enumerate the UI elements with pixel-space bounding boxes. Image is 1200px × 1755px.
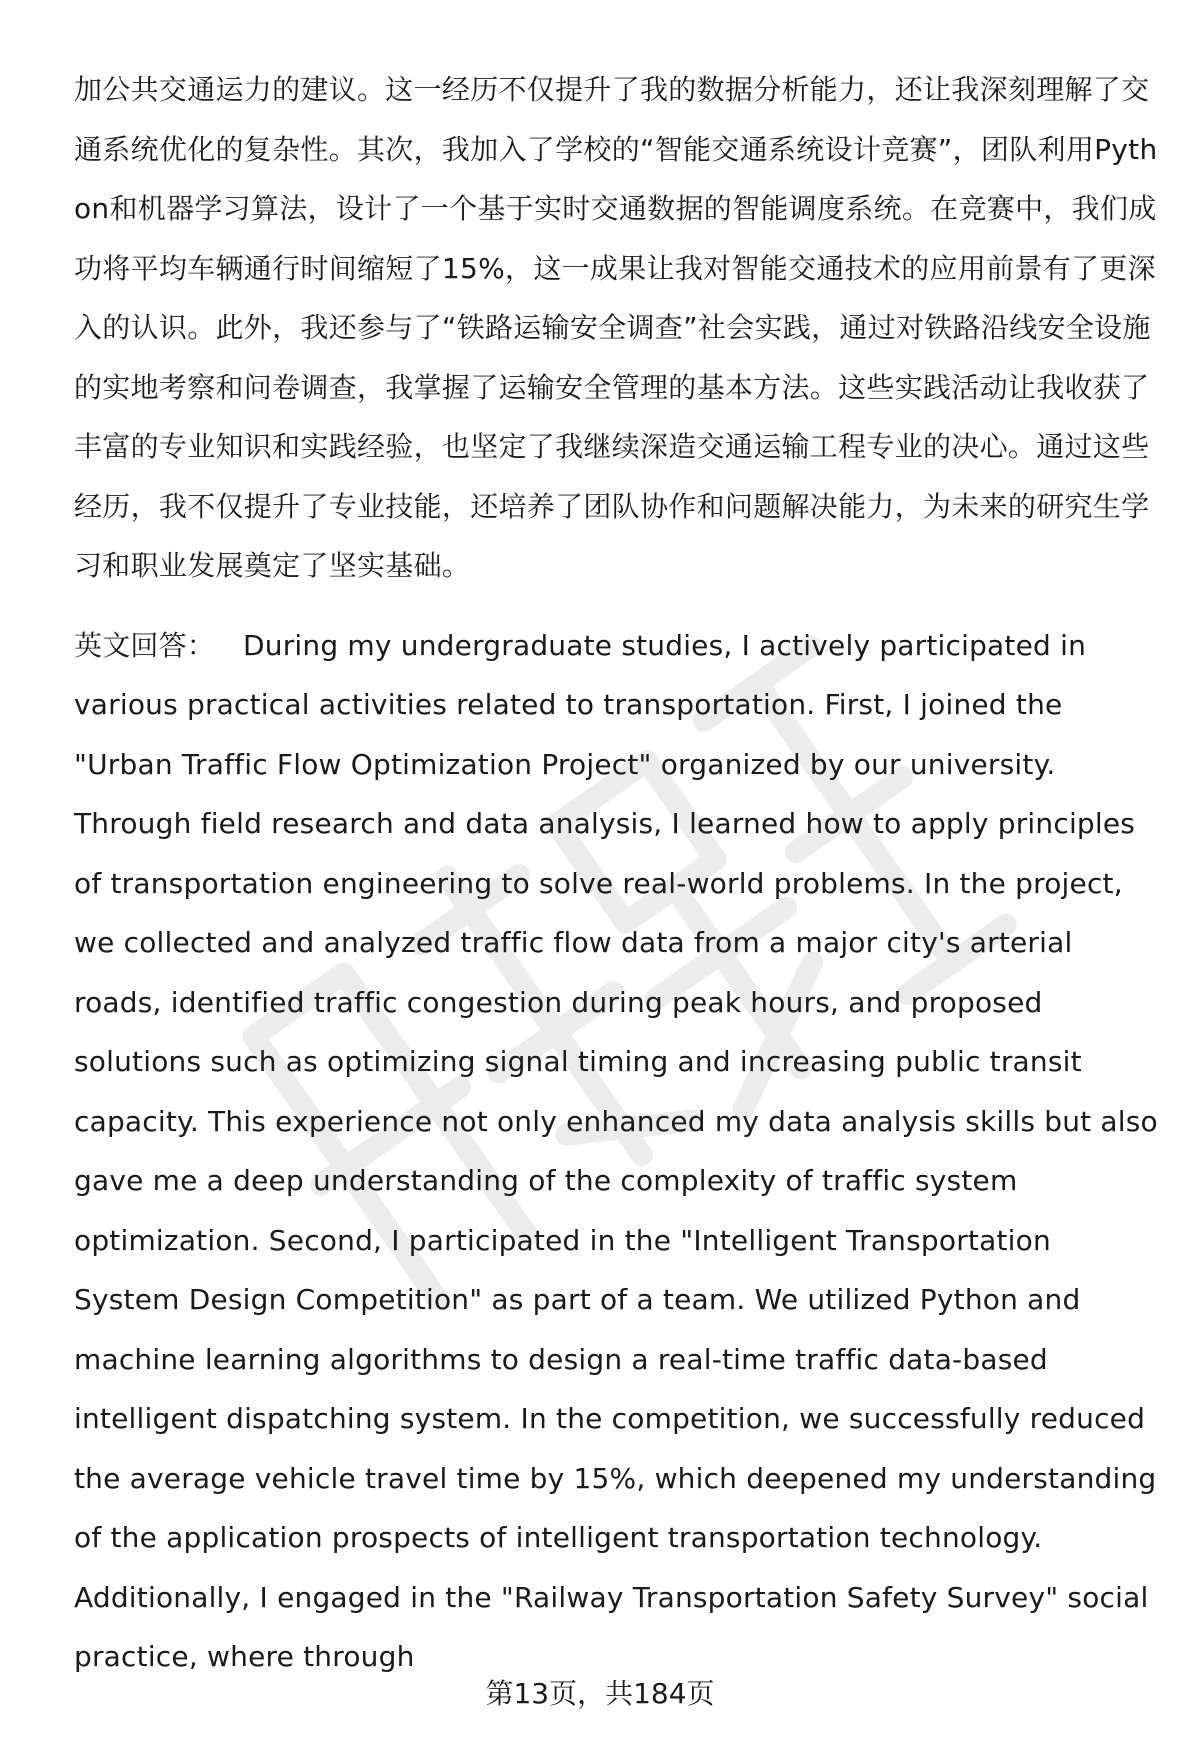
english-answer-paragraph — [74, 616, 1159, 1687]
page-number-footer: 第13页，共184页 — [485, 1677, 715, 1710]
english-answer-text: During my undergraduate studies, I actively participated in various practical activities related to transportation. First, I joined the "Urban Traffic Flow Optimization Project" organized by our university. Through field research and data analysis, I learned how to apply principles of transportation engineering to solve real-world problems. In the project, we collected and analyzed traffic flow data from a major city's arterial roads, identified traffic congestion during peak hours, and proposed solutions such as optimizing signal timing and increasing public transit capacity. This experience not only enhanced my data analysis skills but also gave me a deep understanding of the complexity of traffic system optimization. Second, I participated in the "Intelligent Transportation System Design Competition" as part of a team. We utilized Python and machine learning algorithms to design a real-time traffic data-based intelligent dispatching system. In the competition, we successfully reduced the average vehicle travel time by 15%, which deepened my understanding of the application prospects of intelligent transportation technology. Additionally, I engaged in the "Railway Transportation Safety Survey" social practice, where through — [74, 628, 1158, 1673]
chinese-answer-paragraph: 加公共交通运力的建议。这一经历不仅提升了我的数据分析能力，还让我深刻理解了交通系统优化的复杂性。其次，我加入了学校的“智能交通系统设计竞赛”，团队利用Python和机器学习算法，设计了一个基于实时交通数据的智能调度系统。在竞赛中，我们成功将平均车辆通行时间缩短了15%，这一成果让我对智能交通技术的应用前景有了更深入的认识。此外，我还参与了“铁路运输安全调查”社会实践，通过对铁路沿线安全设施的实地考察和问卷调查，我掌握了运输安全管理的基本方法。这些实践活动让我收获了丰富的专业知识和实践经验，也坚定了我继续深造交通运输工程专业的决心。通过这些经历，我不仅提升了专业技能，还培养了团队协作和问题解决能力，为未来的研究生学习和职业发展奠定了坚实基础。 — [74, 73, 1158, 582]
document-body — [74, 60, 1159, 1687]
english-answer-label: 英文回答： — [74, 628, 216, 662]
